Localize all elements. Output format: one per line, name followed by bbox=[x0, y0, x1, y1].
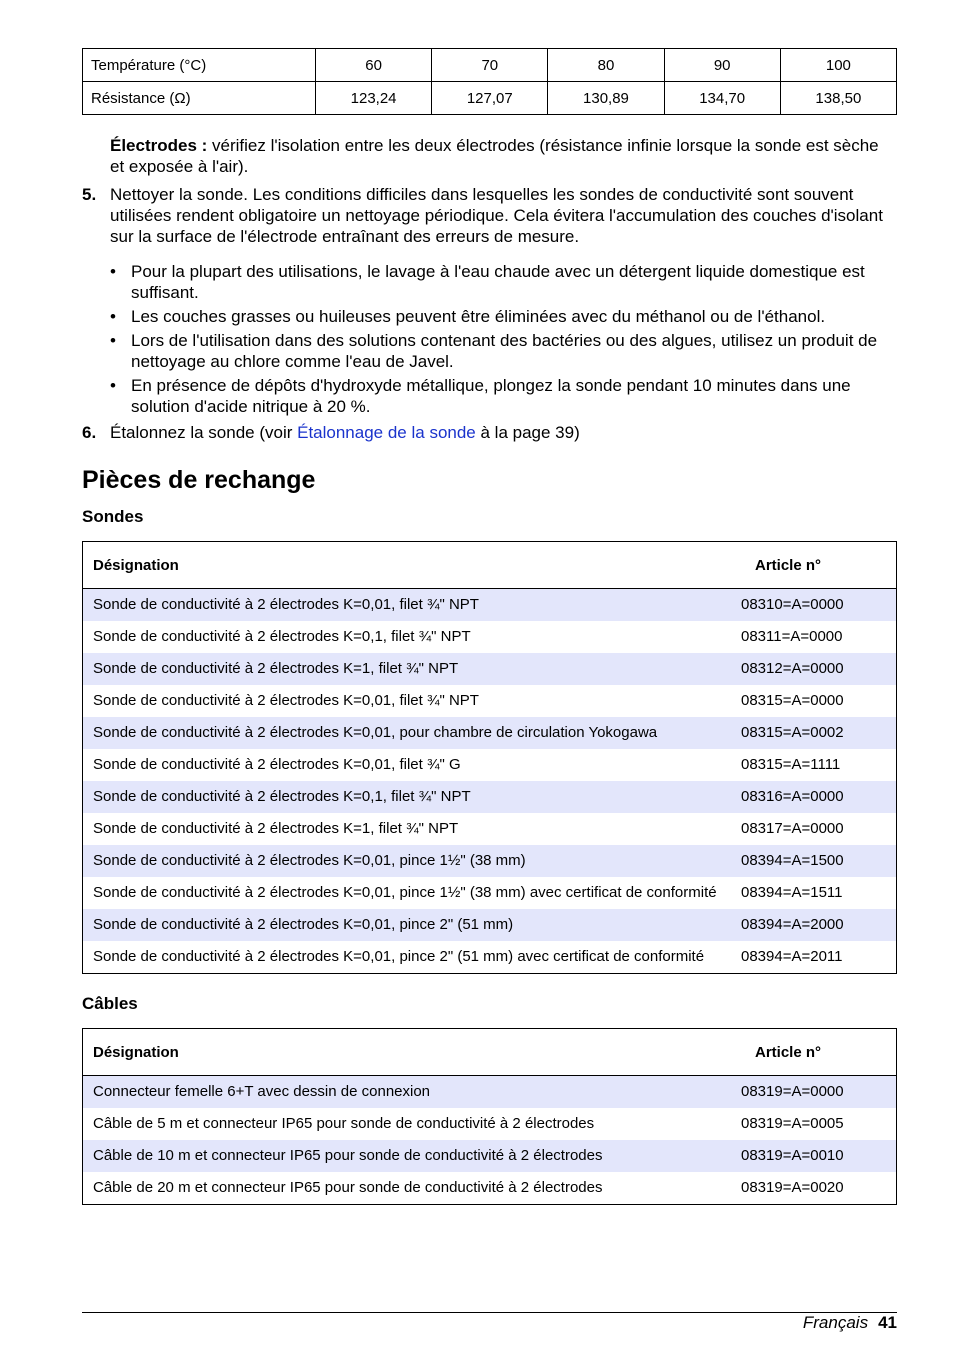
footer-language: Français bbox=[802, 1313, 869, 1332]
electrodes-note bbox=[110, 135, 897, 177]
cables-heading: Câbles bbox=[82, 994, 138, 1013]
table-header-row bbox=[83, 542, 897, 589]
designation-cell: Sonde de conductivité à 2 électrodes K=0,01, pince 2" (51 mm) avec certificat de conformité bbox=[93, 948, 705, 965]
table-row bbox=[83, 717, 897, 749]
article-cell: 08312=A=0000 bbox=[731, 653, 897, 685]
article-cell: 08319=A=0010 bbox=[731, 1140, 897, 1172]
table-row bbox=[83, 877, 897, 909]
table-row bbox=[83, 1172, 897, 1205]
article-cell: 08315=A=0000 bbox=[741, 692, 844, 709]
article-cell: 08310=A=0000 bbox=[731, 589, 897, 622]
electrodes-label: Électrodes : bbox=[110, 136, 208, 155]
electrodes-text: vérifiez l'isolation entre les deux électrodes (résistance infinie lorsque la sonde est sèche et exposée à l'air). bbox=[110, 136, 879, 176]
article-cell: 08319=A=0005 bbox=[741, 1115, 844, 1132]
designation-cell: Câble de 20 m et connecteur IP65 pour sonde de conductivité à 2 électrodes bbox=[93, 1179, 603, 1196]
page-footer bbox=[82, 1312, 897, 1332]
step-text: Étalonnez la sonde (voir Étalonnage de la sonde à la page 39) bbox=[110, 423, 580, 442]
section-title: Pièces de rechange bbox=[82, 466, 316, 494]
designation-cell: Sonde de conductivité à 2 électrodes K=0,01, pince 1½" (38 mm) avec certificat de conformité bbox=[93, 884, 717, 901]
bullet-item: • Les couches grasses ou huileuses peuvent être éliminées avec du méthanol ou de l'éthanol. bbox=[110, 307, 826, 326]
article-cell: 08394=A=1500 bbox=[731, 845, 897, 877]
table-header-row bbox=[83, 1029, 897, 1076]
col-article: Article n° bbox=[731, 1029, 897, 1076]
designation-cell: Câble de 10 m et connecteur IP65 pour sonde de conductivité à 2 électrodes bbox=[83, 1140, 732, 1172]
table-row bbox=[83, 1140, 897, 1172]
article-cell: 08394=A=2000 bbox=[731, 909, 897, 941]
designation-cell: Câble de 5 m et connecteur IP65 pour sonde de conductivité à 2 électrodes bbox=[93, 1115, 595, 1132]
designation-cell: Sonde de conductivité à 2 électrodes K=0,01, filet ¾" G bbox=[93, 756, 461, 773]
table-cell: 100 bbox=[780, 49, 896, 82]
footer-info bbox=[803, 1313, 897, 1333]
cables-table bbox=[82, 1028, 897, 1205]
article-cell: 08319=A=0020 bbox=[741, 1179, 844, 1196]
article-cell: 08316=A=0000 bbox=[731, 781, 897, 813]
table-row bbox=[83, 49, 897, 82]
table-cell: 60 bbox=[316, 49, 432, 82]
designation-cell: Sonde de conductivité à 2 électrodes K=1, filet ¾" NPT bbox=[93, 820, 459, 837]
article-cell: 08394=A=1511 bbox=[741, 884, 843, 901]
step-text: Nettoyer la sonde. Les conditions difficiles dans lesquelles les sondes de conductivité sont souvent utilisées rendent obligatoire un nettoyage périodique. Cela évitera l'accumulation des couches d'isolant sur la surface de l'électrode entraînant des erreurs de mesure. bbox=[110, 185, 883, 246]
sondes-table bbox=[82, 541, 897, 974]
row-label: Température (°C) bbox=[83, 49, 316, 82]
designation-cell: Sonde de conductivité à 2 électrodes K=0,01, pour chambre de circulation Yokogawa bbox=[83, 717, 732, 749]
table-row bbox=[83, 621, 897, 653]
table-cell: 123,24 bbox=[316, 82, 432, 115]
bullet-item: • En présence de dépôts d'hydroxyde métallique, plongez la sonde pendant 10 minutes dans une solution d'acide nitrique à 20 %. bbox=[110, 376, 851, 416]
table-row bbox=[83, 589, 897, 622]
article-cell: 08315=A=1111 bbox=[741, 756, 841, 773]
sondes-heading: Sondes bbox=[82, 507, 144, 526]
article-cell: 08311=A=0000 bbox=[741, 628, 843, 645]
article-cell: 08319=A=0000 bbox=[731, 1076, 897, 1109]
step-number: 5. bbox=[82, 185, 97, 204]
table-row bbox=[83, 781, 897, 813]
table-cell: 80 bbox=[548, 49, 664, 82]
bullet-symbol: • bbox=[110, 307, 116, 326]
row-label: Résistance (Ω) bbox=[83, 82, 316, 115]
temperature-resistance-table bbox=[82, 48, 897, 115]
table-cell: 127,07 bbox=[432, 82, 548, 115]
table-row bbox=[83, 941, 897, 974]
col-article: Article n° bbox=[731, 542, 897, 589]
table-row bbox=[83, 749, 897, 781]
col-designation: Désignation bbox=[83, 542, 732, 589]
calibration-link[interactable]: Étalonnage de la sonde bbox=[297, 423, 476, 442]
step-number: 6. bbox=[82, 423, 97, 442]
bullet-symbol: • bbox=[110, 376, 116, 395]
table-cell: 90 bbox=[664, 49, 780, 82]
designation-cell: Sonde de conductivité à 2 électrodes K=0,1, filet ¾" NPT bbox=[93, 628, 471, 645]
col-designation: Désignation bbox=[83, 1029, 732, 1076]
article-cell: 08317=A=0000 bbox=[741, 820, 844, 837]
bullet-symbol: • bbox=[110, 331, 116, 350]
table-cell: 134,70 bbox=[664, 82, 780, 115]
table-row bbox=[83, 1108, 897, 1140]
table-row bbox=[83, 1076, 897, 1109]
bullet-symbol: • bbox=[110, 262, 116, 281]
table-row bbox=[83, 813, 897, 845]
page-number: 41 bbox=[878, 1313, 897, 1332]
table-cell: 138,50 bbox=[780, 82, 896, 115]
designation-cell: Sonde de conductivité à 2 électrodes K=0,01, pince 1½" (38 mm) bbox=[83, 845, 732, 877]
table-cell: 130,89 bbox=[548, 82, 664, 115]
table-row bbox=[83, 685, 897, 717]
designation-cell: Sonde de conductivité à 2 électrodes K=0,01, filet ¾" NPT bbox=[83, 589, 732, 622]
document-page bbox=[82, 48, 897, 1205]
bullet-item: • Lors de l'utilisation dans des solutions contenant des bactéries ou des algues, utilisez un produit de nettoyage au chlore comme l'eau de Javel. bbox=[110, 331, 878, 371]
designation-cell: Sonde de conductivité à 2 électrodes K=0,01, filet ¾" NPT bbox=[93, 692, 479, 709]
table-cell: 70 bbox=[432, 49, 548, 82]
designation-cell: Connecteur femelle 6+T avec dessin de connexion bbox=[83, 1076, 732, 1109]
designation-cell: Sonde de conductivité à 2 électrodes K=0,01, pince 2" (51 mm) bbox=[83, 909, 732, 941]
article-cell: 08394=A=2011 bbox=[741, 948, 843, 965]
step-6 bbox=[82, 422, 897, 443]
article-cell: 08315=A=0002 bbox=[731, 717, 897, 749]
designation-cell: Sonde de conductivité à 2 électrodes K=1, filet ¾" NPT bbox=[83, 653, 732, 685]
table-row bbox=[83, 909, 897, 941]
designation-cell: Sonde de conductivité à 2 électrodes K=0,1, filet ¾" NPT bbox=[83, 781, 732, 813]
table-row bbox=[83, 845, 897, 877]
table-row bbox=[83, 82, 897, 115]
table-row bbox=[83, 653, 897, 685]
bullet-item: • Pour la plupart des utilisations, le lavage à l'eau chaude avec un détergent liquide domestique est suffisant. bbox=[110, 262, 865, 302]
cleaning-bullet-list bbox=[110, 261, 897, 417]
step-5 bbox=[82, 184, 897, 247]
